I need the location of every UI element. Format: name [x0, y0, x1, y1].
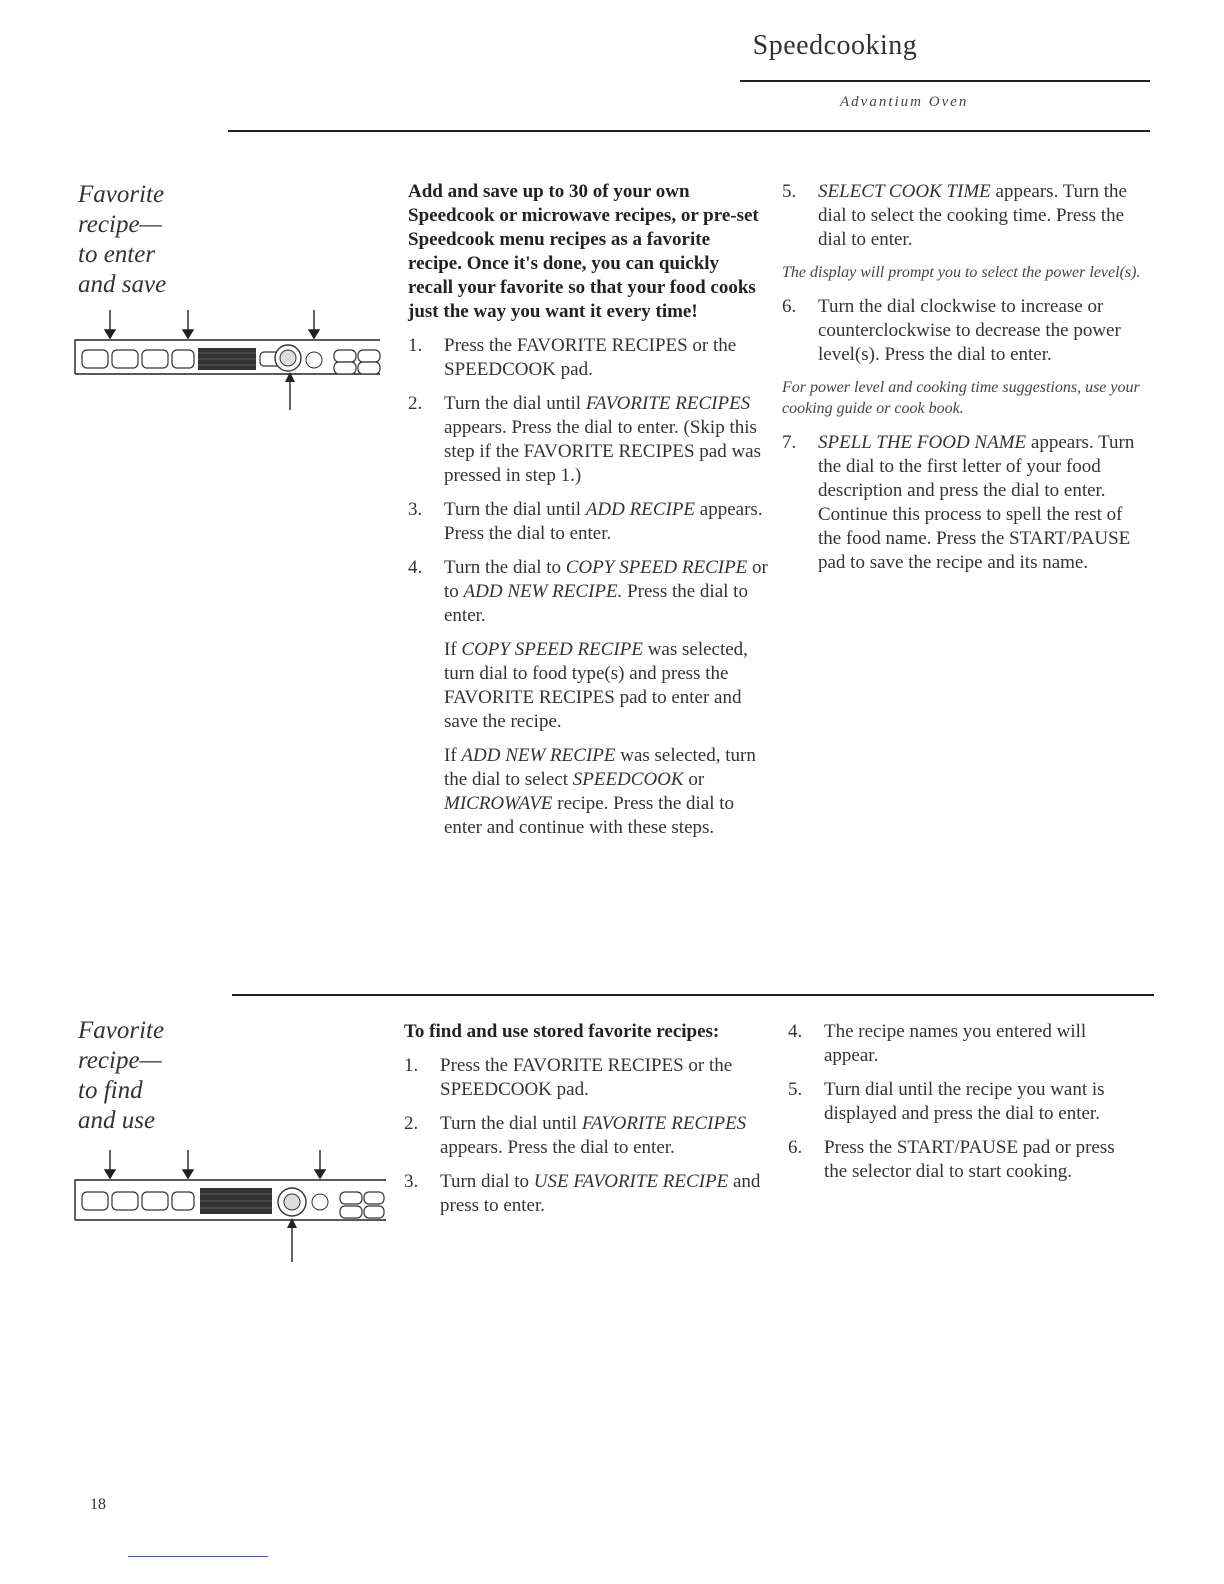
- step-text: Press the START/PAUSE pad or press the selector dial to start cooking.: [824, 1137, 1115, 1182]
- sub-paragraph: [408, 744, 768, 840]
- step-text: Turn the dial clockwise to increase or counterclockwise to decrease the power level(s). Press the dial to enter.: [818, 296, 1121, 365]
- step-text: recipe. Press the dial to enter and continue with these steps.: [444, 793, 735, 838]
- list-item: [408, 498, 768, 546]
- display-message: ADD NEW RECIPE.: [463, 581, 623, 602]
- step-text: was selected, turn dial to food type(s) and press the FAVORITE RECIPES pad to enter and save the recipe.: [444, 639, 748, 732]
- step-text: appears. Press the dial to enter. (Skip this step if the FAVORITE RECIPES pad was pressed in step 1.): [444, 417, 762, 486]
- step-text: If: [444, 745, 462, 766]
- display-message: MICROWAVE: [444, 793, 553, 814]
- step-text: Turn dial until the recipe you want is displayed and press the dial to enter.: [824, 1079, 1105, 1124]
- list-item: [404, 1054, 764, 1102]
- step-text: and press to enter.: [440, 1171, 761, 1216]
- display-message: COPY SPEED RECIPE: [565, 557, 748, 578]
- step-number: 6.: [788, 1137, 803, 1158]
- side-title-line: and use: [78, 1107, 156, 1134]
- page-number: 18: [90, 1496, 106, 1513]
- instructions-column-2: [782, 180, 1142, 585]
- step-number: 7.: [782, 432, 797, 453]
- step-number: 5.: [788, 1079, 803, 1100]
- step-text: Press the FAVORITE RECIPES or the SPEEDCOOK pad.: [444, 335, 737, 380]
- step-number: 3.: [404, 1171, 419, 1192]
- side-title-line: Favorite: [78, 181, 165, 208]
- step-text: Turn the dial to: [444, 557, 566, 578]
- section-divider: [232, 994, 1154, 996]
- step-text: appears. Turn the dial to the first letter of your food description and press the dial to enter. Continue this process to spell the rest of the food name. Press the START/PAUSE pad to save the recipe and its name.: [818, 432, 1135, 573]
- list-item: [788, 1078, 1138, 1126]
- list-item: [408, 556, 768, 628]
- side-title-line: recipe—: [78, 1047, 162, 1074]
- note-text: The display will prompt you to select the power level(s).: [782, 264, 1141, 281]
- control-panel-illustration: [70, 310, 390, 420]
- list-item: [782, 295, 1142, 367]
- display-message: USE FAVORITE RECIPE: [533, 1171, 729, 1192]
- intro-paragraph: To find and use stored favorite recipes:: [404, 1021, 720, 1042]
- find-use-column-1: [404, 1020, 764, 1228]
- step-number: 2.: [408, 393, 423, 414]
- sub-paragraph: [408, 638, 768, 734]
- step-text: was selected, turn the dial to select: [444, 745, 756, 790]
- list-item: [788, 1136, 1138, 1184]
- list-item: [404, 1112, 764, 1160]
- step-text: or: [683, 769, 705, 790]
- step-number: 2.: [404, 1113, 419, 1134]
- list-item: [408, 392, 768, 488]
- side-title-line: to find: [78, 1077, 143, 1104]
- step-text: appears. Press the dial to enter.: [440, 1137, 675, 1158]
- section-title-find-use: [78, 1016, 164, 1136]
- instructions-column-1: [408, 180, 768, 850]
- list-item: [408, 334, 768, 382]
- step-text: appears. Press the dial to enter.: [444, 499, 763, 544]
- step-text: Turn the dial until: [444, 393, 586, 414]
- section-divider: [228, 130, 1150, 132]
- display-message: FAVORITE RECIPES: [581, 1113, 747, 1134]
- display-message: FAVORITE RECIPES: [585, 393, 751, 414]
- display-message: SELECT COOK TIME: [818, 181, 991, 202]
- step-number: 3.: [408, 499, 423, 520]
- footer-line: [128, 1556, 268, 1557]
- intro-paragraph: Add and save up to 30 of your own Speedcook or microwave recipes, or pre-set Speedcook menu recipes as a favorite recipe. Once it's done, you can quickly recall your favorite so that your food cooks just the way you want it every time!: [408, 181, 759, 322]
- step-number: 5.: [782, 181, 797, 202]
- step-number: 1.: [408, 335, 423, 356]
- step-text: If: [444, 639, 462, 660]
- step-number: 1.: [404, 1055, 419, 1076]
- list-item: [782, 180, 1142, 252]
- step-text: Turn dial to: [440, 1171, 534, 1192]
- side-title-line: to enter: [78, 241, 156, 268]
- step-text: Press the FAVORITE RECIPES or the SPEEDCOOK pad.: [440, 1055, 733, 1100]
- note-text: For power level and cooking time suggestions, use your cooking guide or cook book.: [782, 379, 1140, 417]
- step-text: Turn the dial until: [444, 499, 586, 520]
- list-item: [782, 431, 1142, 575]
- control-panel-illustration: [70, 1150, 390, 1265]
- page-header-subtitle: Advantium Oven: [840, 94, 969, 110]
- list-item: [788, 1020, 1138, 1068]
- display-message: ADD RECIPE: [585, 499, 696, 520]
- display-message: ADD NEW RECIPE: [461, 745, 616, 766]
- step-text: or to: [444, 557, 768, 602]
- display-message: SPEEDCOOK: [572, 769, 684, 790]
- display-message: SPELL THE FOOD NAME: [818, 432, 1027, 453]
- step-text: appears. Turn the dial to select the cooking time. Press the dial to enter.: [818, 181, 1127, 250]
- header-rule: [740, 80, 1150, 82]
- side-title-line: Favorite: [78, 1017, 165, 1044]
- list-item: [404, 1170, 764, 1218]
- find-use-column-2: [788, 1020, 1138, 1194]
- step-text: The recipe names you entered will appear.: [824, 1021, 1087, 1066]
- step-number: 4.: [788, 1021, 803, 1042]
- side-title-line: recipe—: [78, 211, 162, 238]
- section-title-enter-save: [78, 180, 166, 300]
- page-header-title: Speedcooking: [752, 30, 918, 61]
- step-text: Press the dial to enter.: [444, 581, 748, 626]
- side-title-line: and save: [78, 271, 167, 298]
- step-number: 6.: [782, 296, 797, 317]
- step-text: Turn the dial until: [440, 1113, 582, 1134]
- display-message: COPY SPEED RECIPE: [461, 639, 643, 660]
- step-number: 4.: [408, 557, 423, 578]
